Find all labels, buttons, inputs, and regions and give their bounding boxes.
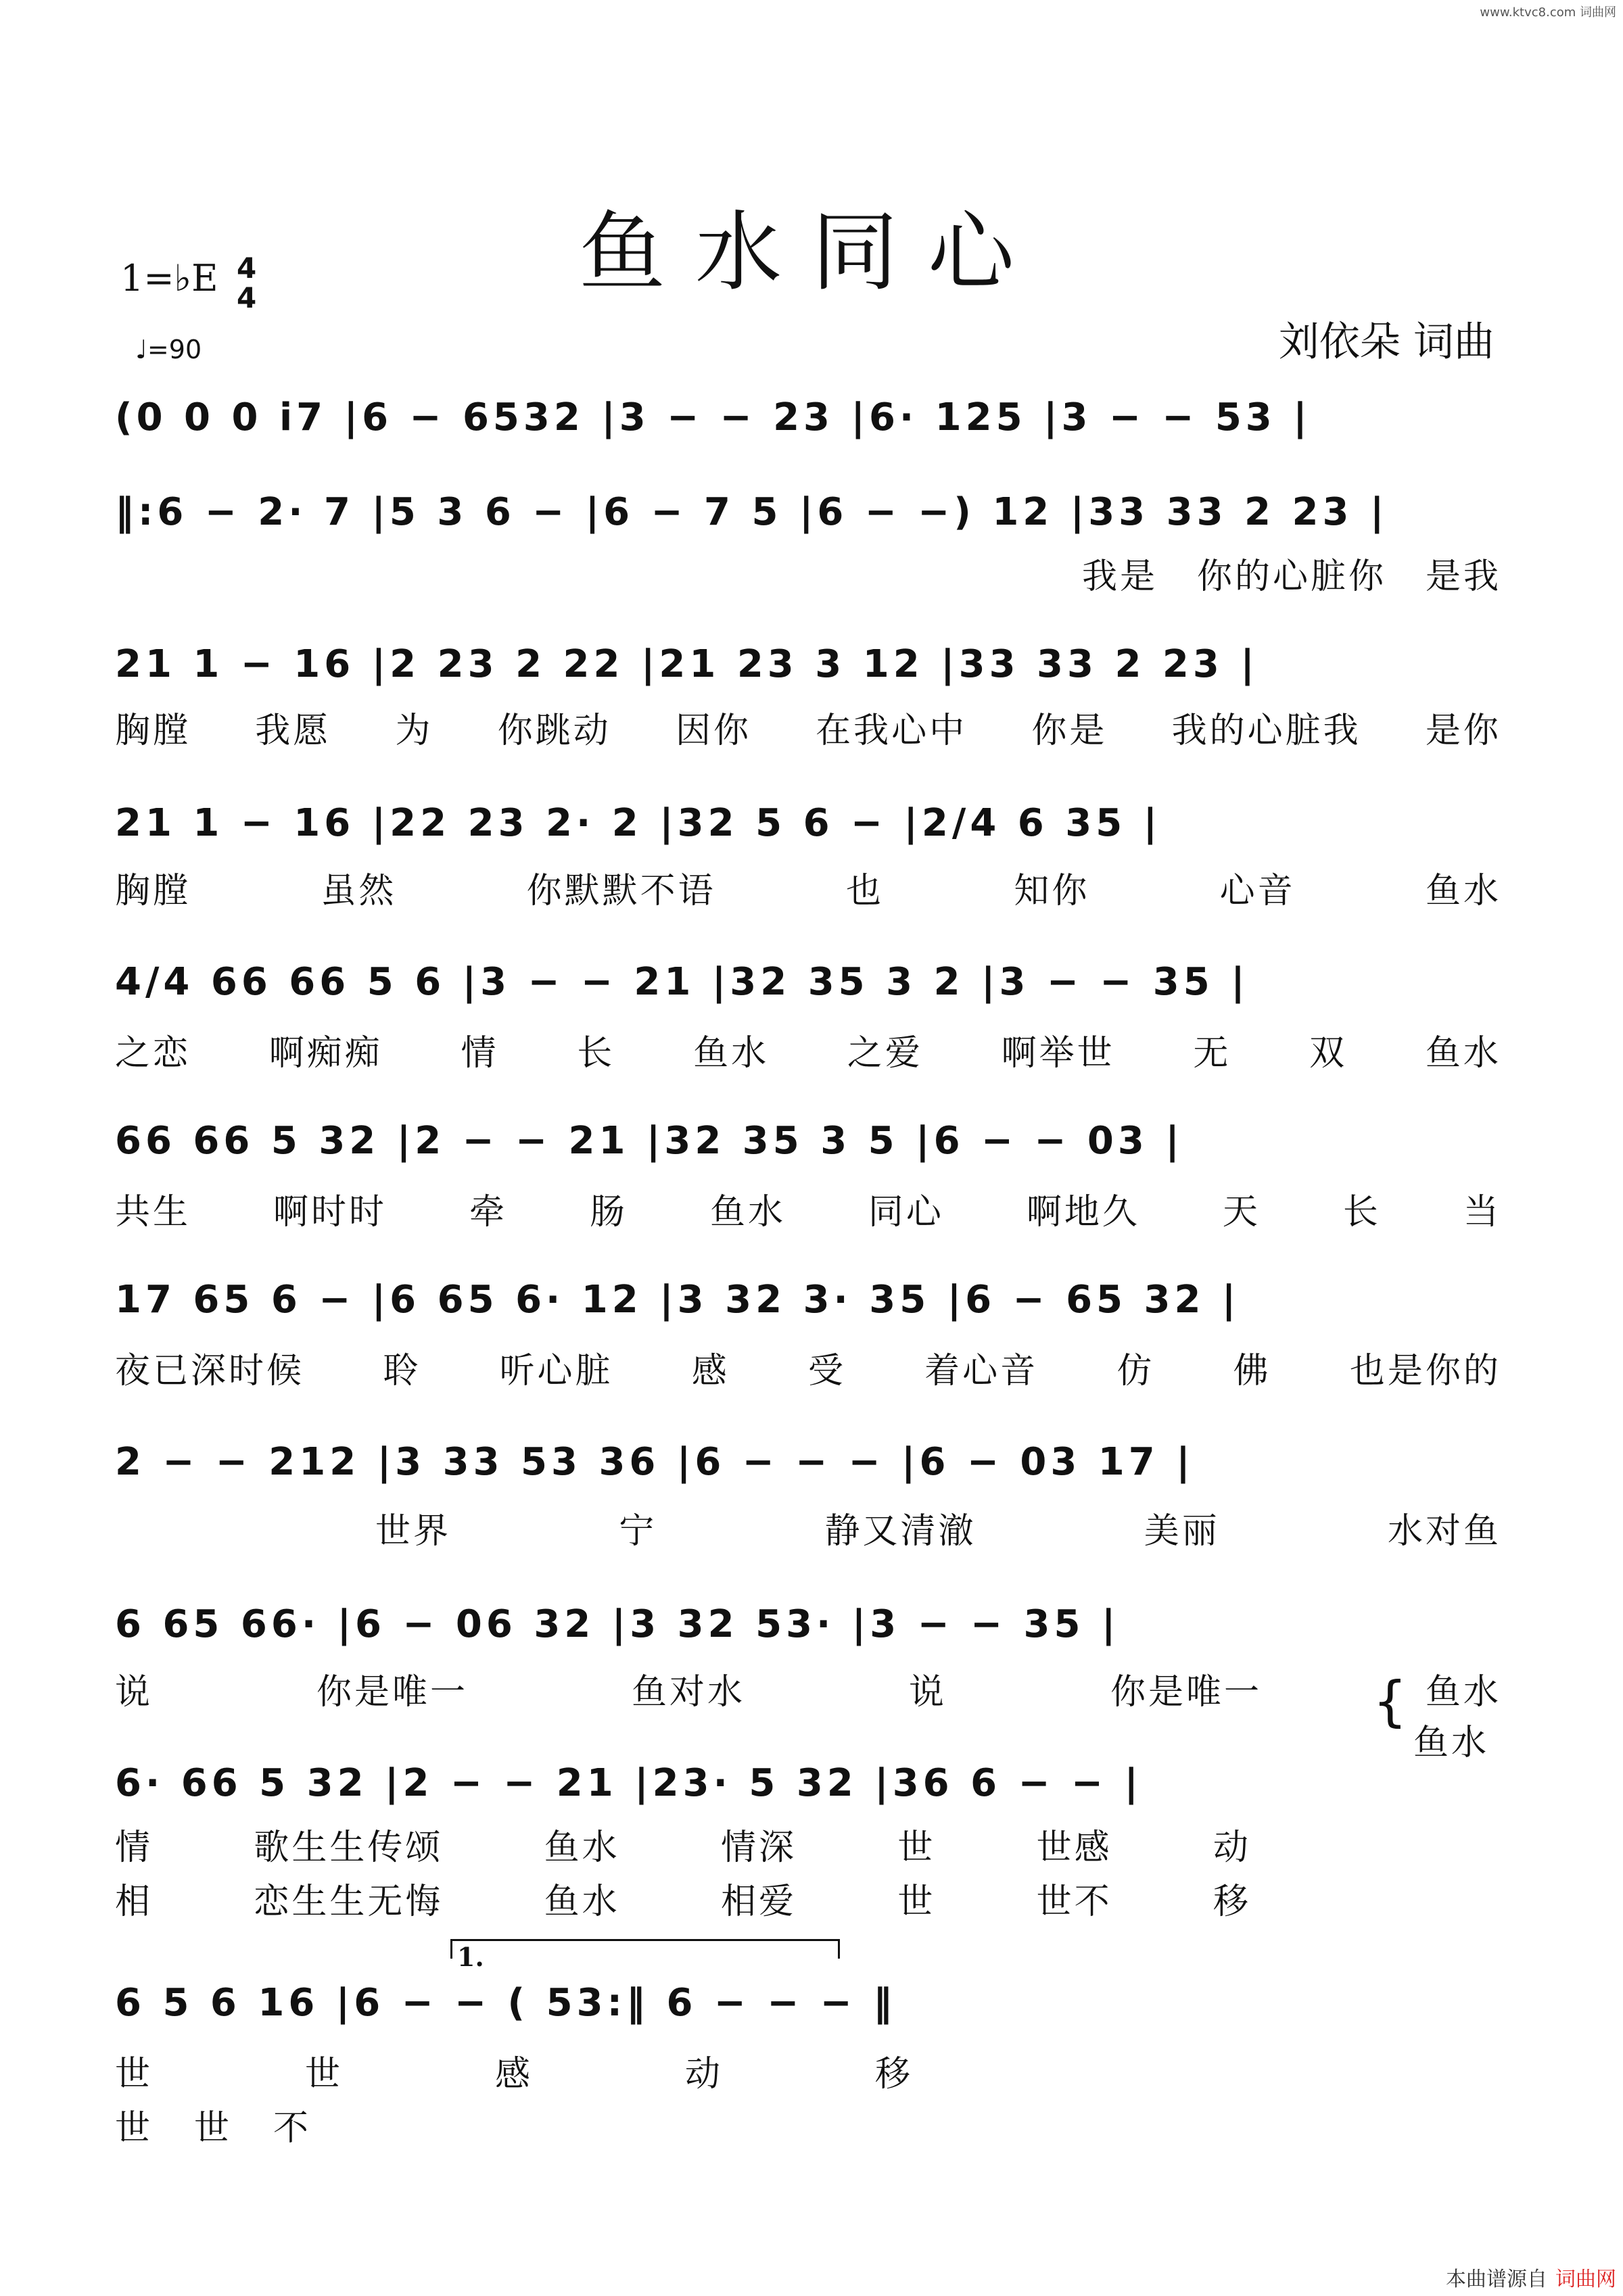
notation-line-5: 4/4 66 66 5 6 |3 − − 21 |32 35 3 2 |3 − − 35 | [115, 960, 1249, 1004]
lyric-word: 聆 [383, 1351, 421, 1391]
lyric-word: 牵 [469, 1192, 507, 1233]
lyric-word: 动 [684, 2054, 723, 2095]
lyrics-line-4 [115, 862, 1501, 913]
lyrics-line-5 [115, 1024, 1501, 1075]
lyric-word: 移 [874, 2054, 913, 2095]
lyric-word: 啊时时 [273, 1192, 387, 1233]
lyric-word: 因你 [675, 711, 751, 751]
lyric-word: 之恋 [115, 1033, 191, 1074]
lyric-word: 是我 [1425, 556, 1501, 597]
credit-composer: 刘依朵 词曲 [1278, 318, 1495, 366]
notation-line-4: 21 1 − 16 |22 23 2· 2 |32 5 6 − |2/4 6 35 | [115, 801, 1162, 845]
lyric-word: 鱼对水 [631, 1672, 745, 1713]
lyric-word: 胸膛 [115, 871, 191, 911]
lyric-word: 世 [115, 2054, 154, 2095]
lyric-word: 感 [494, 2054, 533, 2095]
lyrics-line-11-alt [115, 2099, 311, 2150]
lyric-word: 之爱 [847, 1033, 923, 1074]
lyric-word: 感 [691, 1351, 730, 1391]
lyric-word: 鱼水 [544, 1882, 620, 1922]
lyric-word: 世 [304, 2054, 343, 2095]
lyric-word: 我是 [1082, 556, 1158, 597]
lyric-word: 相 [115, 1882, 154, 1922]
lyric-word: 说 [908, 1672, 947, 1713]
lyric-word: 你跳动 [497, 711, 611, 751]
lyric-word: 世不 [1036, 1882, 1112, 1922]
notation-line-8: 2 − − 212 |3 33 53 36 |6 − − − |6 − 03 17 | [115, 1440, 1194, 1484]
lyric-word: 天 [1222, 1192, 1261, 1233]
volta-bracket [450, 1939, 840, 1959]
lyric-word: 世 [115, 2108, 154, 2149]
lyrics-line-10 [115, 1819, 1251, 1869]
lyric-word: 你的心脏你 [1196, 556, 1386, 597]
watermark-text: 本曲谱源自 [1446, 2268, 1547, 2291]
lyric-word: 为 [395, 711, 433, 751]
lyric-word: 情 [115, 1827, 154, 1868]
lyric-word: 宁 [619, 1511, 657, 1552]
lyric-word: 当 [1463, 1192, 1501, 1233]
lyric-word: 长 [1342, 1192, 1381, 1233]
lyric-word: 不 [273, 2108, 311, 2149]
lyric-word: 佛 [1233, 1351, 1271, 1391]
lyric-word: 我的心脏我 [1171, 711, 1361, 751]
lyric-word: 鱼水 [693, 1033, 770, 1074]
lyric-word: 夜已深时候 [115, 1351, 305, 1391]
notation-line-1: (0 0 0 i7 |6 − 6532 |3 − − 23 |6· 125 |3 − − 53 | [115, 396, 1311, 439]
lyric-word: 长 [577, 1033, 615, 1074]
lyrics-line-10-alt [115, 1873, 1251, 1923]
time-signature [237, 254, 256, 313]
lyrics-line-8 [375, 1502, 1501, 1553]
notation-line-6: 66 66 5 32 |2 − − 21 |32 35 3 5 |6 − − 03 | [115, 1119, 1183, 1163]
lyric-word: 鱼水 [1425, 871, 1501, 911]
lyric-word: 动 [1213, 1827, 1251, 1868]
lyric-word: 世界 [375, 1511, 452, 1552]
lyric-word: 相爱 [720, 1882, 797, 1922]
lyric-word: 鱼水 [1425, 1033, 1501, 1074]
lyrics-line-3 [115, 702, 1501, 752]
lyric-word: 移 [1213, 1882, 1251, 1922]
notation-line-3: 21 1 − 16 |2 23 2 22 |21 23 3 12 |33 33 2 23 | [115, 642, 1259, 686]
time-signature-top: 4 [237, 252, 257, 285]
lyrics-line-2 [1082, 548, 1501, 598]
notation-line-7: 17 65 6 − |6 65 6· 12 |3 32 3· 35 |6 − 65 32 | [115, 1278, 1240, 1322]
watermark-site: 词曲网 [1555, 2268, 1616, 2291]
lyrics-line-11 [115, 2045, 913, 2096]
lyric-word: 歌生生传颂 [254, 1827, 444, 1868]
lyric-word: 恋生生无悔 [254, 1882, 444, 1922]
lyric-word: 啊地久 [1026, 1192, 1140, 1233]
lyric-word: 啊痴痴 [268, 1033, 383, 1074]
lyric-word: 情 [461, 1033, 499, 1074]
lyric-word: 我愿 [255, 711, 331, 751]
volta-label: 1. [457, 1942, 484, 1972]
verse-brace: { [1373, 1670, 1407, 1733]
lyric-word: 鱼水 [544, 1827, 620, 1868]
lyric-word: 啊举世 [1001, 1033, 1115, 1074]
lyric-word: 听心脏 [499, 1351, 613, 1391]
lyric-word: 胸膛 [115, 711, 191, 751]
lyric-word: 无 [1193, 1033, 1231, 1074]
lyric-word: 知你 [1014, 871, 1090, 911]
lyric-word: 也是你的 [1349, 1351, 1501, 1391]
notation-line-9: 6 65 66· |6 − 06 32 |3 32 53· |3 − − 35 | [115, 1602, 1120, 1646]
lyric-word: 世感 [1036, 1827, 1112, 1868]
lyric-word: 着心音 [924, 1351, 1039, 1391]
lyrics-line-9 [115, 1663, 1501, 1714]
lyrics-line-7 [115, 1342, 1501, 1393]
lyric-word: 情深 [720, 1827, 797, 1868]
lyric-word: 双 [1309, 1033, 1348, 1074]
song-title: 鱼水同心 [578, 202, 1044, 303]
time-signature-bottom: 4 [237, 281, 257, 314]
notation-line-2: ‖:6 − 2· 7 |5 3 6 − |6 − 7 5 |6 − −) 12 |33 33 2 23 | [115, 490, 1388, 534]
lyric-word: 你是唯一 [316, 1672, 468, 1713]
lyric-word: 受 [807, 1351, 846, 1391]
lyric-word: 美丽 [1144, 1511, 1220, 1552]
notation-line-11: 6 5 6 16 |6 − − ( 53:‖ 6 − − − ‖ [115, 1981, 897, 2025]
lyric-word: 心音 [1219, 871, 1296, 911]
lyric-word: 也 [845, 871, 884, 911]
lyrics-line-6 [115, 1183, 1501, 1234]
lyric-word: 你是 [1031, 711, 1108, 751]
lyric-word: 鱼水 [709, 1192, 786, 1233]
key-signature: 1=♭E [120, 257, 218, 300]
lyric-word: 你是唯一 [1110, 1672, 1262, 1713]
lyric-word: 共生 [115, 1192, 191, 1233]
lyric-word: 水对鱼 [1387, 1511, 1501, 1552]
lyric-word: 仿 [1116, 1351, 1155, 1391]
notation-line-10: 6· 66 5 32 |2 − − 21 |23· 5 32 |36 6 − − | [115, 1761, 1142, 1805]
lyric-word: 你默默不语 [526, 871, 716, 911]
lyric-word: 世 [193, 2108, 232, 2149]
lyric-word-alt: 鱼水 [1413, 1723, 1490, 1763]
lyric-word: 肠 [589, 1192, 628, 1233]
lyric-word: 虽然 [321, 871, 397, 911]
tempo-marking: ♩=90 [135, 335, 202, 364]
lyric-word: 世 [897, 1827, 936, 1868]
lyric-word: 在我心中 [816, 711, 968, 751]
watermark-top: www.ktvc8.com 词曲网 [1480, 5, 1616, 20]
lyric-word: 静又清澈 [824, 1511, 977, 1552]
lyric-word: 说 [115, 1672, 154, 1713]
lyric-word: 同心 [868, 1192, 944, 1233]
watermark-bottom [1446, 2262, 1616, 2292]
lyric-word: 是你 [1425, 711, 1501, 751]
lyric-word: 世 [897, 1882, 936, 1922]
lyric-word: 鱼水 [1425, 1672, 1501, 1713]
